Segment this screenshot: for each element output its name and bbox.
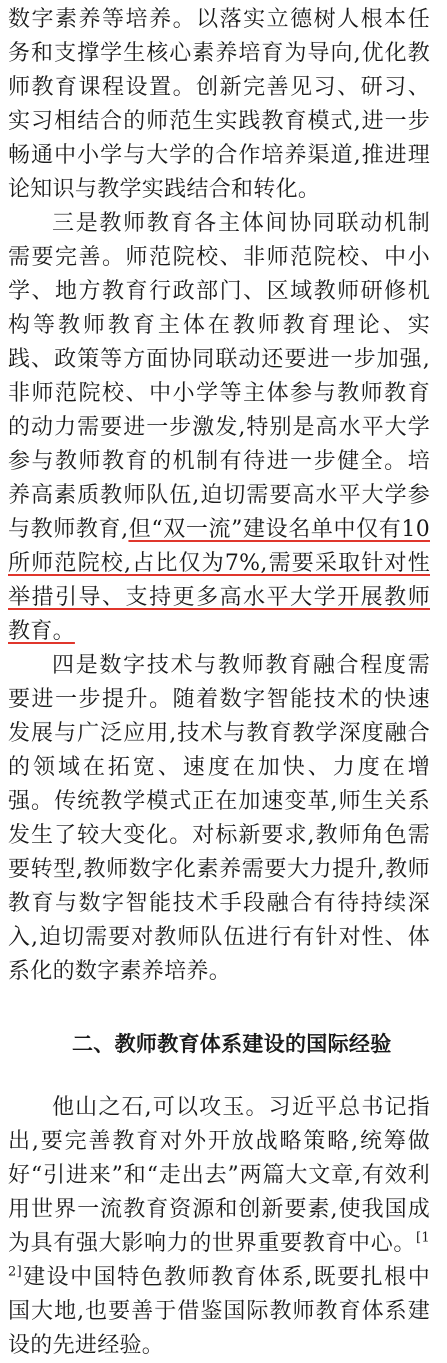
citation-ref[interactable]: [12] [8,1230,430,1280]
paragraph-international-text-cont: 建设中国特色教师教育体系,既要扎根中国大地,也要善于借鉴国际教师教育体系建设的先进经验。 [8,1265,430,1358]
article-page [8,0,430,1363]
paragraph-point-three-text: 三是教师教育各主体间协同联动机制需要完善。师范院校、非师范院校、中小学、地方教育行政部门、区域教师研修机构等教师教育主体在教师教育理论、实践、政策等方面协同联动还要进一步加强,非师范院校、中小学等主体参与教师教育的动力需要进一步激发,特别是高水平大学参与教师教育的机制有待进一步健全。培养高素质教师队伍,迫切需要高水平大学参与教师教育, [8,211,430,542]
paragraph-point-three [8,207,430,649]
section-heading: 二、教师教育体系建设的国际经验 [72,1032,392,1056]
paragraph-international-text: 他山之石,可以攻玉。习近平总书记指出,要完善教育对外开放战略策略,统筹做好“引进来”和“走出去”两篇大文章,有效利用世界一流教育资源和创新要素,使我国成为具有强大影响力的世界重要教育中心。 [8,1095,430,1256]
paragraph-point-four: 四是数字技术与教师教育融合程度需要进一步提升。随着数字智能技术的快速发展与广泛应用,技术与教育教学深度融合的领域在拓宽、速度在加快、力度在增强。传统教学模式正在加速变革,师生关系发生了较大变化。对标新要求,教师角色需要转型,教师数字化素养需要大力提升,教师教育与数字智能技术手段融合有待持续深入,迫切需要对教师队伍进行有针对性、体系化的数字素养培养。 [8,653,430,984]
paragraph-continued: 数字素养等培养。以落实立德树人根本任务和支撑学生核心素养培育为导向,优化教师教育课程设置。创新完善见习、研习、实习相结合的师范生实践教育模式,进一步畅通中小学与大学的合作培养渠道,推进理论知识与教学实践结合和转化。 [8,7,430,202]
underlined-highlight: 但“双一流”建设名单中仅有10所师范院校,占比仅为7%,需要采取针对性举措引导、支持更多高水平大学开展教师教育。 [8,517,430,644]
paragraph-international [8,1091,430,1363]
